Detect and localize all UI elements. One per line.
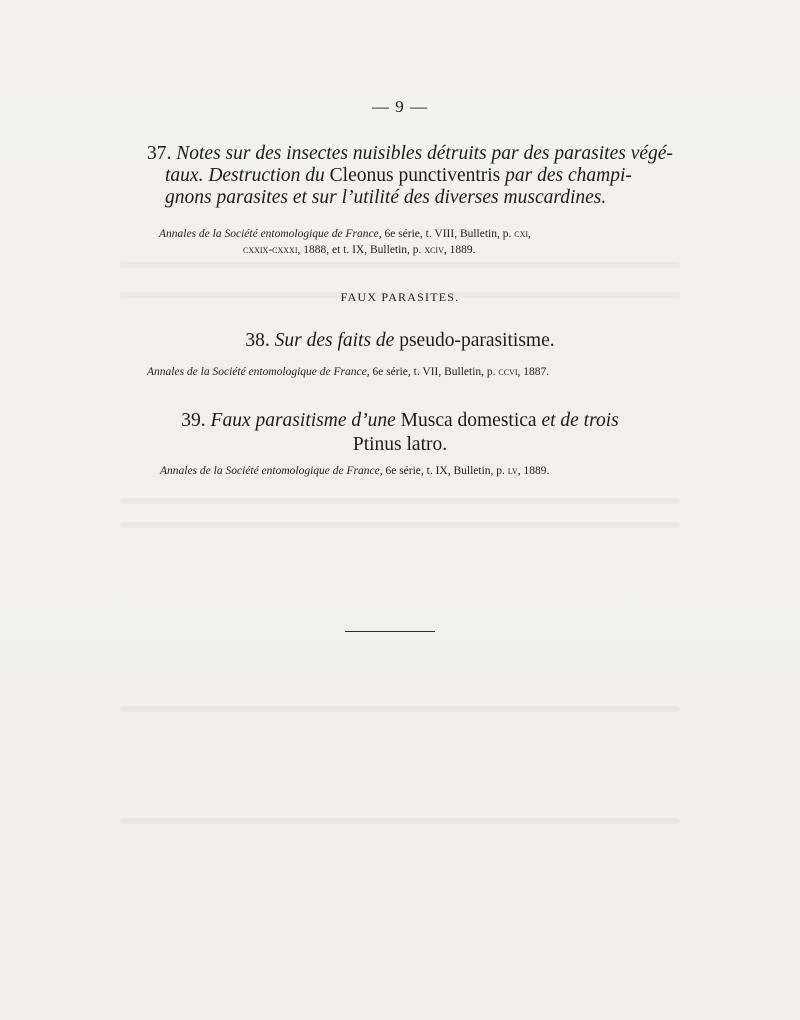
entry-37-line-1 [147,143,673,165]
entry-39-ref-year: 1889. [523,465,550,477]
entry-37-title-text-3: gnons parasites et sur l’utilité des diverses muscardines. [165,187,607,208]
entry-39-ref-page: lv, [507,465,521,477]
entry-38-ref-volume: 6e série, t. VII, Bulletin, p. [372,366,496,378]
entry-37-title-text-2a: taux. Destruction du [165,165,325,186]
show-through-line [120,498,680,504]
entry-39-journal: Annales de la Société entomologique de France, [160,465,383,477]
show-through-line [120,706,680,712]
entry-39-title-text-c: et de trois [541,410,619,431]
entry-39-title-text-a: Faux parasitisme d’une [210,410,396,431]
closing-rule [345,631,435,632]
entry-39-species-2: Ptinus latro. [352,434,448,455]
entry-37-journal: Annales de la Société entomologique de France, [159,228,382,240]
entry-37-reference-line-1 [159,226,531,242]
entry-38-journal: Annales de la Société entomologique de France, [147,366,370,378]
entry-37-ref-page-2: cxxix-cxxxi, [243,244,301,256]
entry-38-title-text-a: Sur des faits de [274,330,395,351]
entry-39-reference [160,463,549,479]
entry-37-ref-page-3: xciv, [424,244,447,256]
entry-37-reference-line-2 [159,242,531,258]
entry-37-reference [159,226,531,258]
entry-38-number: 38. [245,330,270,351]
entry-37-ref-volume-2: 1888, et t. IX, Bulletin, p. [303,244,422,256]
entry-37-title-text-1: Notes sur des insectes nuisibles détruits par des parasites végé- [176,143,673,164]
entry-39-title [0,409,800,457]
entry-37-species-name: Cleonus punctiventris [329,165,501,186]
entry-37-title-text-2c: par des champi- [505,165,632,186]
entry-38-ref-year: 1887. [523,366,550,378]
entry-39-ref-volume: 6e série, t. IX, Bulletin, p. [385,465,505,477]
entry-38-title-text-b: pseudo-parasitisme. [399,330,555,351]
entry-37-ref-page-1: cxi, [514,228,531,240]
entry-37-line-3 [147,187,647,209]
entry-38-title [0,330,800,352]
show-through-line [120,522,680,528]
show-through-line [120,818,680,824]
entry-37-number: 37. [147,143,172,164]
entry-37-ref-year: 1889. [449,244,476,256]
page-number: — 9 — [372,97,428,116]
entry-39-species-1: Musca domestica [400,410,537,431]
entry-37-title [147,143,673,209]
entry-39-number: 39. [181,410,206,431]
section-heading: FAUX PARASITES. [340,290,460,304]
entry-39-line-1 [0,409,800,433]
entry-38-ref-page: ccvi, [498,366,521,378]
entry-39-line-2 [0,433,800,457]
entry-37-line-2 [147,165,647,187]
entry-38-reference [147,364,549,380]
show-through-line [120,262,680,268]
entry-37-ref-volume: 6e série, t. VIII, Bulletin, p. [384,228,512,240]
